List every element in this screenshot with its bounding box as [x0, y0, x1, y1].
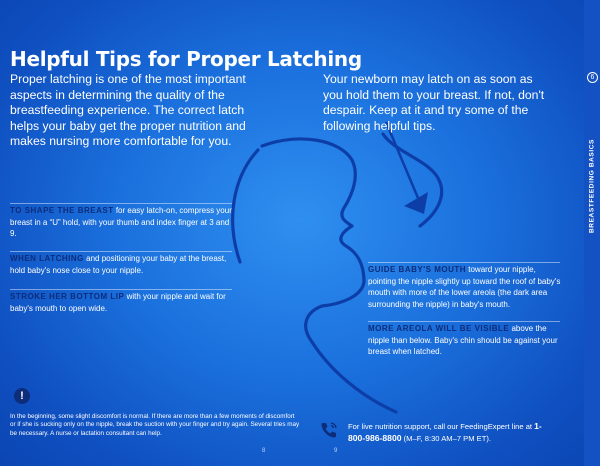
divider — [10, 203, 232, 204]
tip-item — [10, 205, 235, 240]
tip-item — [368, 323, 562, 358]
support-phone-link[interactable]: 1-800-986-8800 — [348, 421, 542, 443]
tip-text: for easy latch-on, compress your breast in a “U” hold, with your thumb and index finger at 3 and 9. — [10, 206, 232, 238]
tip-text: and positioning your baby at the breast, hold baby's nose close to your nipple. — [10, 254, 227, 275]
support-info — [348, 421, 548, 444]
tip-lead: MORE AREOLA WILL BE VISIBLE — [368, 324, 510, 333]
page-number-right: 9 — [334, 448, 338, 454]
phone-icon — [320, 421, 338, 439]
tip-lead: TO SHAPE THE BREAST — [10, 206, 114, 215]
tip-text: with your nipple and wait for baby's mouth to open wide. — [10, 292, 226, 313]
divider — [10, 251, 232, 252]
page-number-left: 8 — [262, 448, 266, 454]
intro-paragraph-left: Proper latching is one of the most important aspects in determining the quality of the breastfeeding experience. The correct latch helps your baby get the proper nutrition and makes nursing more comfortable for you. — [10, 72, 246, 148]
baby-head-line — [233, 150, 258, 262]
intro-paragraph-right: Your newborn may latch on as soon as you hold them to your breast. If not, don't despair. Keep at it and try some of the following helpful tips. — [323, 72, 545, 133]
section-number-icon: 6 — [587, 72, 598, 83]
divider — [368, 262, 560, 263]
divider — [10, 289, 232, 290]
tip-item — [10, 253, 235, 276]
support-hours: (M–F, 8:30 AM–7 PM ET). — [401, 433, 491, 443]
discomfort-note: In the beginning, some slight discomfort is normal. If there are more than a few moments of discomfort or if she is sucking only on the nipple, break the suction with your finger and try again. Several tries may be necessary. A nurse or lactation consultant can help. — [10, 413, 300, 437]
page-title: Helpful Tips for Proper Latching — [10, 47, 362, 71]
tip-text: toward your nipple, pointing the nipple slightly up toward the roof of baby's mouth with more of the lower areola (the dark area surrounding the nipple) in baby's mouth. — [368, 265, 561, 309]
sidebar-tab — [584, 0, 600, 466]
breast-curve-line — [383, 134, 442, 226]
support-text: For live nutrition support, call our FeedingExpert line at — [348, 422, 535, 431]
tip-item — [368, 264, 562, 310]
tip-lead: STROKE HER BOTTOM LIP — [10, 292, 125, 301]
tip-lead: GUIDE BABY'S MOUTH — [368, 265, 467, 274]
tip-item — [10, 291, 235, 314]
tip-text: above the nipple than below. Baby's chin should be against your breast when latched. — [368, 324, 558, 356]
direction-arrow — [386, 122, 428, 214]
sidebar-section-label: BREASTFEEDING BASICS — [588, 139, 596, 233]
tip-lead: WHEN LATCHING — [10, 254, 84, 263]
divider — [368, 321, 560, 322]
exclamation-icon: ! — [14, 388, 30, 404]
